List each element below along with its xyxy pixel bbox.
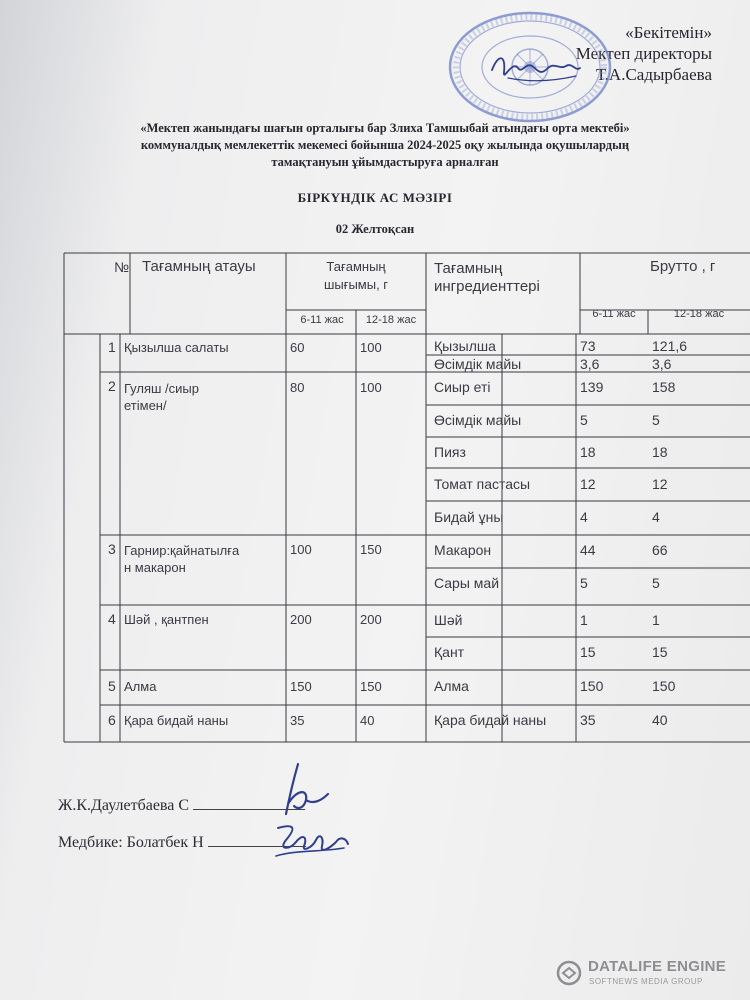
row-2-ingredient-2-brutto-age-1: 5 — [580, 412, 588, 428]
row-4-ingredient-2-brutto-age-2: 15 — [652, 644, 668, 660]
row-4-ingredient-1-name: Шәй — [434, 612, 463, 628]
row-6-ingredient-1-name: Қара бидай наны — [434, 712, 547, 728]
watermark — [556, 956, 736, 990]
row-1-number: 1 — [108, 339, 116, 355]
row-3-ingredient-1-brutto-age-2: 66 — [652, 542, 668, 558]
row-6-number: 6 — [108, 712, 116, 728]
row-1-ingredient-2-brutto-age-2: 3,6 — [652, 356, 672, 372]
header-number: № — [114, 259, 130, 275]
watermark-title: DATALIFE ENGINE — [588, 958, 727, 975]
director-signature-icon — [488, 48, 583, 88]
subheader-yield-age-2: 12-18 жас — [365, 314, 417, 326]
nurse-signature-icon — [272, 818, 352, 864]
row-4-ingredient-2-brutto-age-1: 15 — [580, 644, 596, 660]
row-4-ingredient-2-name: Қант — [434, 644, 465, 660]
row-2-ingredient-5-brutto-age-1: 4 — [580, 509, 588, 525]
row-1-dish-name: Қызылша салаты — [124, 340, 229, 355]
row-4-dish-name: Шәй , қантпен — [124, 612, 209, 627]
menu-title: БІРКҮНДІК АС МӘЗІРІ — [297, 190, 453, 205]
row-2-ingredient-3-brutto-age-1: 18 — [580, 444, 596, 460]
row-1-ingredient-1-name: Қызылша — [434, 338, 496, 354]
header-yield-line-1: Тағамның — [326, 259, 386, 274]
header-yield-line-2: шығымы, г — [323, 277, 389, 292]
row-4-ingredient-1-brutto-age-1: 1 — [580, 612, 588, 628]
header-yield — [286, 258, 426, 294]
menu-date: 02 Желтоқсан — [335, 222, 415, 236]
row-5-ingredient-1-brutto-age-2: 150 — [652, 678, 676, 694]
document-heading — [60, 120, 710, 171]
row-4-number: 4 — [108, 611, 116, 627]
row-4-yield-age-1: 200 — [290, 612, 312, 627]
datalife-logo-icon — [556, 960, 582, 986]
row-5-ingredient-1-brutto-age-1: 150 — [580, 678, 604, 694]
approval-title: «Бекітемін» — [625, 23, 712, 42]
cook-signature-icon — [268, 760, 338, 818]
row-3-yield-age-2: 150 — [360, 542, 382, 557]
header-dish-name: Тағамның атауы — [142, 258, 256, 275]
heading-line-1: «Мектеп жанындағы шағын орталығы бар Злиха Тамшыбай атындағы орта мектебі» — [140, 121, 630, 135]
row-1-ingredient-2-name: Өсімдік майы — [434, 356, 522, 372]
row-5-number: 5 — [108, 678, 116, 694]
row-6-ingredient-1-brutto-age-1: 35 — [580, 712, 596, 728]
header-ingredients-line-1: Тағамның — [434, 260, 503, 277]
row-3-number: 3 — [108, 541, 116, 557]
row-2-ingredient-4-brutto-age-1: 12 — [580, 476, 596, 492]
row-2-dish-name — [124, 380, 199, 414]
row-2-yield-age-1: 80 — [290, 380, 305, 395]
header-ingredients — [434, 260, 540, 296]
row-2-ingredient-2-brutto-age-2: 5 — [652, 412, 660, 428]
row-5-ingredient-1-name: Алма — [434, 678, 469, 694]
approval-director-name: Т.А.Садырбаева — [595, 65, 712, 84]
row-1-ingredient-1-brutto-age-2: 121,6 — [652, 338, 688, 354]
nurse-signature-line — [58, 832, 306, 852]
row-3-yield-age-1: 100 — [290, 542, 312, 557]
row-6-yield-age-2: 40 — [360, 713, 375, 728]
row-2-ingredient-3-name: Пияз — [434, 444, 466, 460]
nurse-name: Медбике: Болатбек Н — [58, 834, 204, 851]
row-6-ingredient-1-brutto-age-2: 40 — [652, 712, 668, 728]
row-1-ingredient-1-brutto-age-1: 73 — [580, 338, 596, 354]
row-2-ingredient-4-brutto-age-2: 12 — [652, 476, 668, 492]
row-6-dish-name: Қара бидай наны — [124, 713, 229, 728]
row-3-ingredient-2-brutto-age-1: 5 — [580, 575, 588, 591]
cook-name: Ж.К.Даулетбаева С — [58, 797, 190, 814]
subheader-brutto-age-2: 12-18 жас — [673, 308, 725, 320]
subheader-yield-age-1: 6-11 жас — [300, 314, 344, 326]
row-2-ingredient-2-name: Өсімдік майы — [434, 412, 522, 428]
row-1-yield-age-2: 100 — [360, 340, 382, 355]
menu-table — [50, 250, 750, 745]
row-3-dish-name-line-2: н макарон — [124, 560, 186, 575]
row-5-dish-name: Алма — [124, 679, 157, 694]
row-5-yield-age-2: 150 — [360, 679, 382, 694]
row-3-ingredient-1-name: Макарон — [434, 542, 492, 558]
row-2-number: 2 — [108, 378, 116, 394]
row-3-dish-name-line-1: Гарнир:қайнатылға — [124, 543, 240, 558]
row-5-yield-age-1: 150 — [290, 679, 312, 694]
row-2-ingredient-1-brutto-age-2: 158 — [652, 379, 676, 395]
header-brutto: Брутто , г — [650, 258, 716, 275]
subheader-brutto-age-1: 6-11 жас — [592, 308, 636, 320]
row-3-dish-name — [124, 542, 239, 576]
row-3-ingredient-1-brutto-age-1: 44 — [580, 542, 596, 558]
approval-position: Мектеп директоры — [575, 44, 712, 63]
row-2-yield-age-2: 100 — [360, 380, 382, 395]
row-2-ingredient-3-brutto-age-2: 18 — [652, 444, 668, 460]
row-3-ingredient-2-name: Сары май — [434, 575, 500, 591]
row-2-ingredient-1-name: Сиыр еті — [434, 379, 491, 395]
heading-line-3: тамақтануын ұйымдастыруға арналған — [271, 155, 499, 169]
header-ingredients-line-2: ингредиенттері — [434, 278, 540, 295]
row-2-ingredient-5-brutto-age-2: 4 — [652, 509, 660, 525]
row-4-ingredient-1-brutto-age-2: 1 — [652, 612, 660, 628]
watermark-subtitle: SOFTNEWS MEDIA GROUP — [589, 977, 704, 986]
row-2-ingredient-5-name: Бидай ұны — [434, 509, 504, 525]
row-2-dish-name-line-1: Гуляш /сиыр — [124, 381, 199, 396]
row-1-ingredient-2-brutto-age-1: 3,6 — [580, 356, 600, 372]
row-2-ingredient-4-name: Томат пастасы — [434, 476, 531, 492]
row-3-ingredient-2-brutto-age-2: 5 — [652, 575, 660, 591]
row-2-ingredient-1-brutto-age-1: 139 — [580, 379, 604, 395]
row-1-yield-age-1: 60 — [290, 340, 305, 355]
row-2-dish-name-line-2: етімен/ — [124, 398, 167, 413]
heading-line-2: коммуналдық мемлекеттік мекемесі бойынша 2024-2025 оқу жылында оқушылардың — [140, 138, 630, 152]
row-6-yield-age-1: 35 — [290, 713, 305, 728]
row-4-yield-age-2: 200 — [360, 612, 382, 627]
